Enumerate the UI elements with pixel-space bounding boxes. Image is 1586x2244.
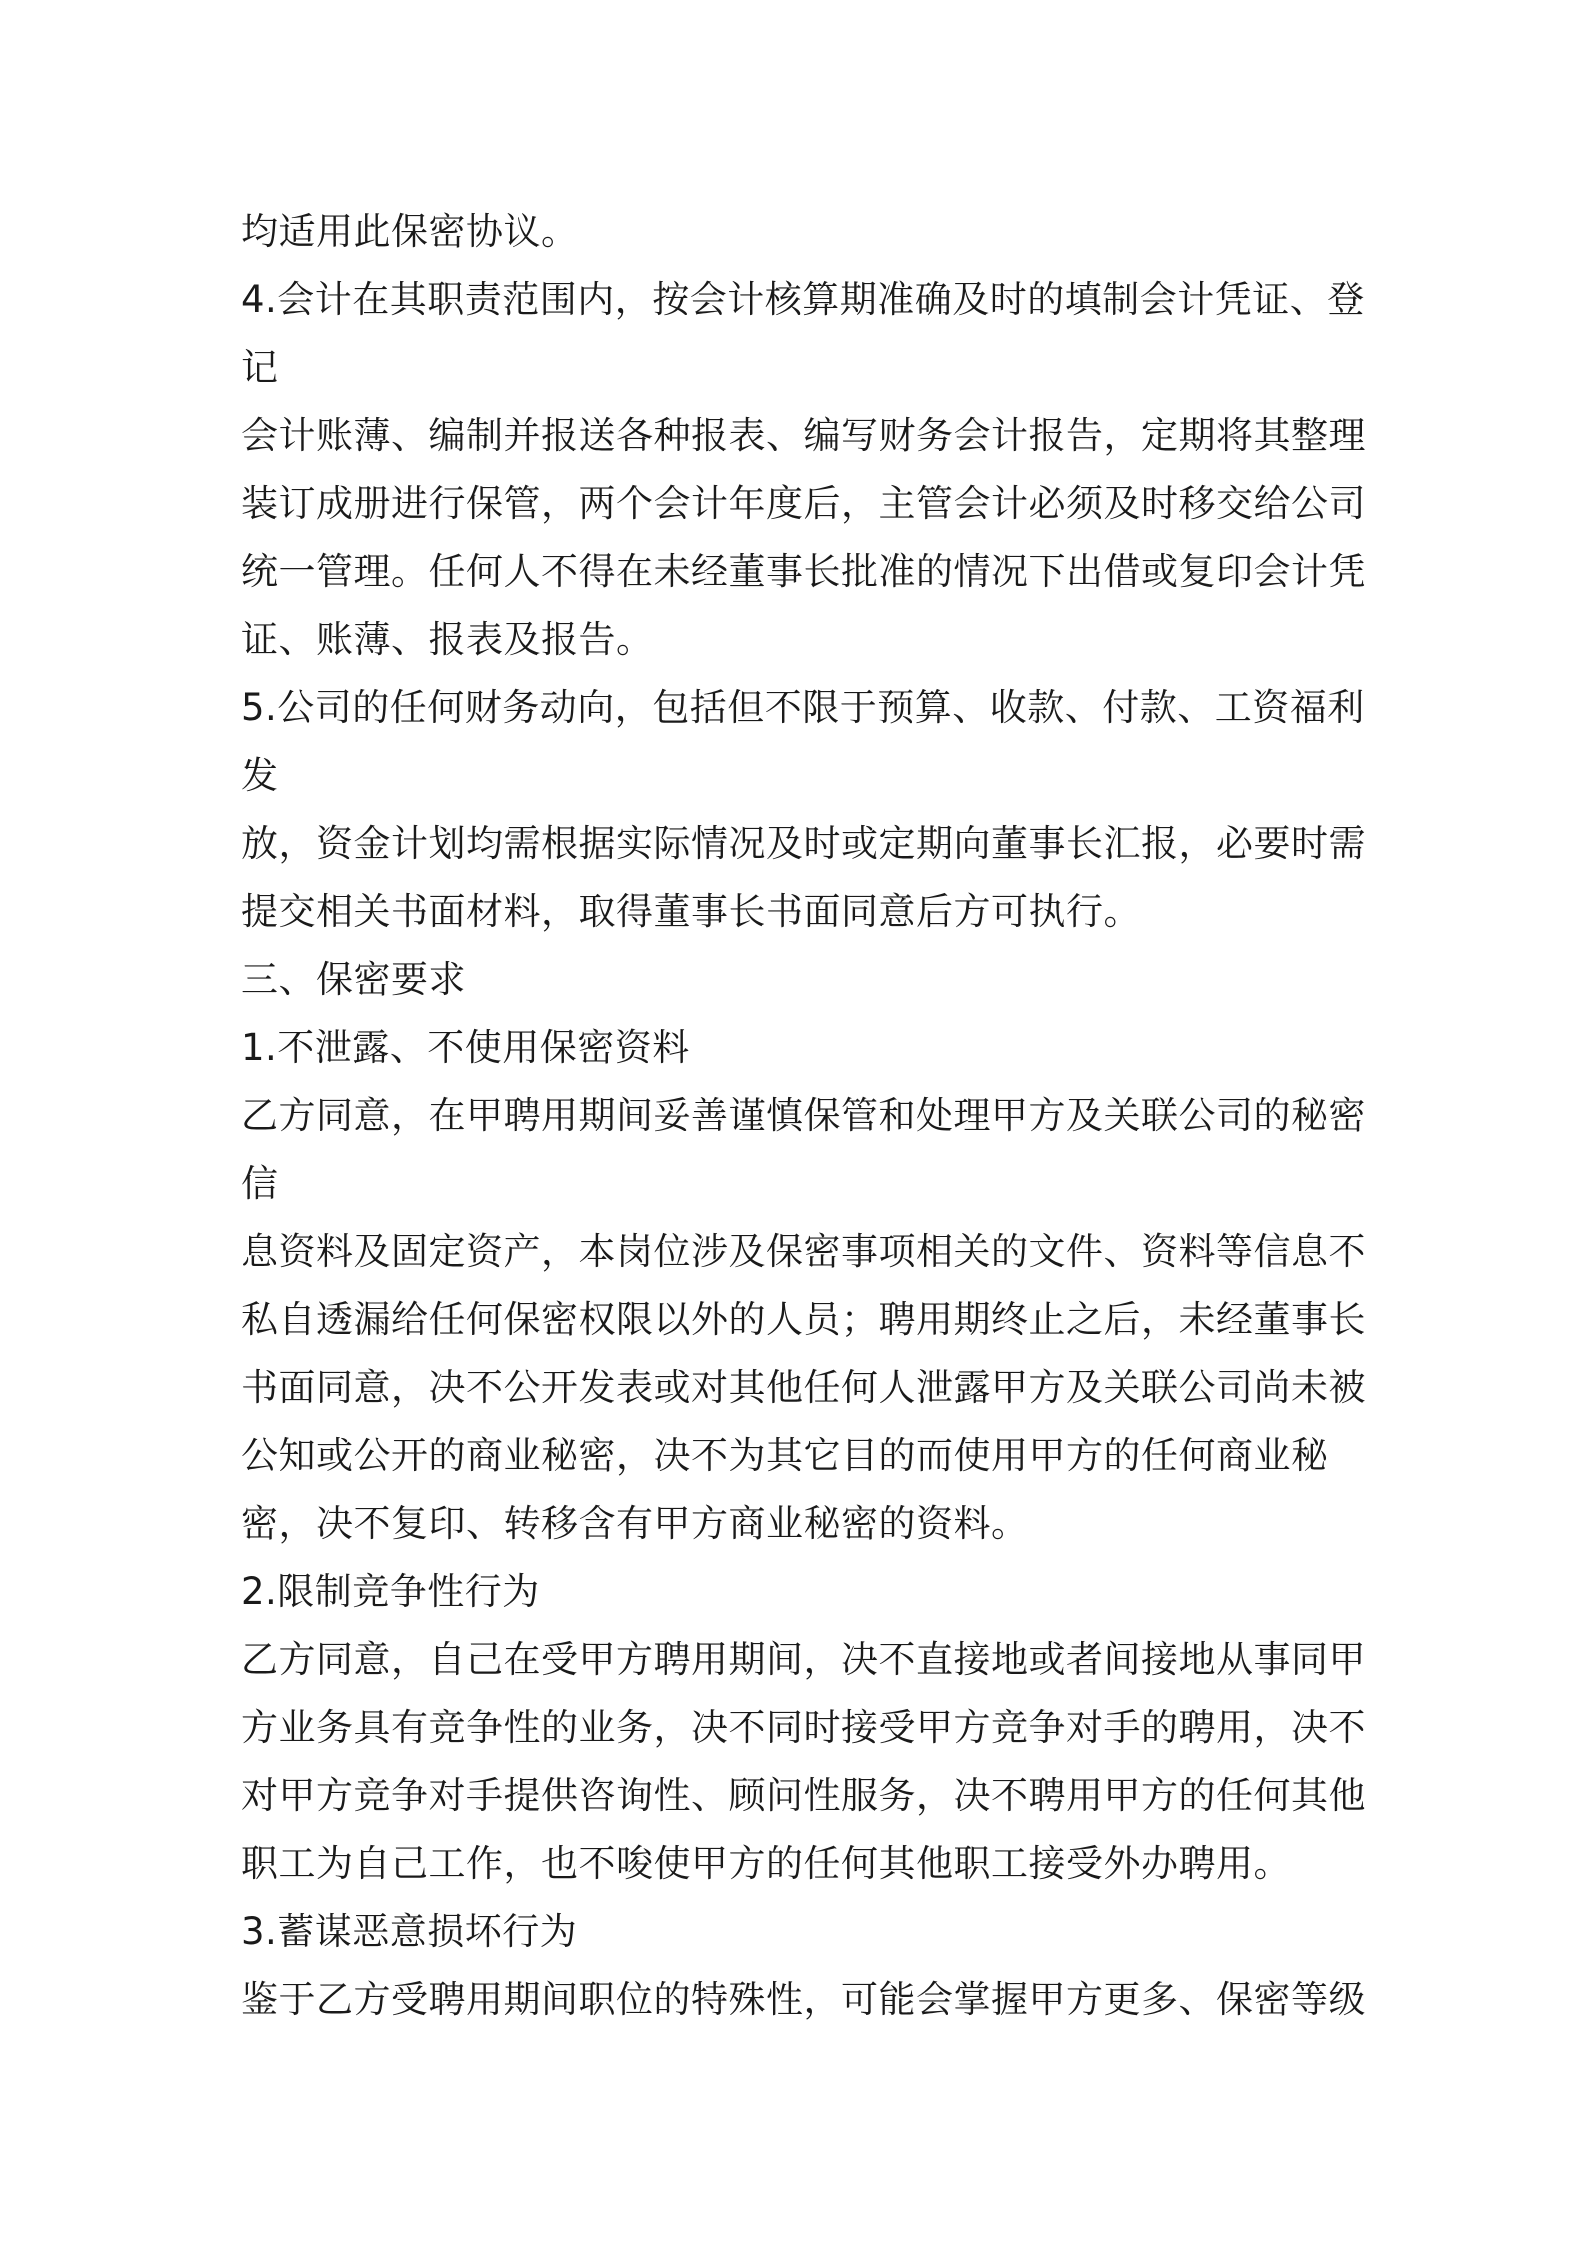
text-line: 装订成册进行保管，两个会计年度后，主管会计必须及时移交给公司 <box>241 482 1366 525</box>
subsection-heading: 1.不泄露、不使用保密资料 <box>241 1026 690 1069</box>
text-line: 会计账薄、编制并报送各种报表、编写财务会计报告，定期将其整理 <box>241 414 1366 457</box>
text-line: 公知或公开的商业秘密，决不为其它目的而使用甲方的任何商业秘 <box>241 1434 1329 1477</box>
text-line: 4.会计在其职责范围内，按会计核算期准确及时的填制会计凭证、登 <box>241 278 1365 321</box>
subsection-heading: 3.蓄谋恶意损坏行为 <box>241 1910 578 1953</box>
section-heading: 三、保密要求 <box>241 958 466 1001</box>
text-line: 均适用此保密协议。 <box>241 210 579 253</box>
text-line: 乙方同意，在甲聘用期间妥善谨慎保管和处理甲方及关联公司的秘密 <box>241 1094 1366 1137</box>
subsection-heading: 2.限制竞争性行为 <box>241 1570 540 1613</box>
text-line: 统一管理。任何人不得在未经董事长批准的情况下出借或复印会计凭 <box>241 550 1366 593</box>
text-line: 私自透漏给任何保密权限以外的人员；聘用期终止之后，未经董事长 <box>241 1298 1366 1341</box>
document-body <box>241 198 1366 2034</box>
text-line: 鉴于乙方受聘用期间职位的特殊性，可能会掌握甲方更多、保密等级 <box>241 1978 1366 2021</box>
text-line: 职工为自己工作，也不唆使甲方的任何其他职工接受外办聘用。 <box>241 1842 1291 1885</box>
text-line: 记 <box>241 346 279 389</box>
text-line: 对甲方竞争对手提供咨询性、顾问性服务，决不聘用甲方的任何其他 <box>241 1774 1366 1817</box>
text-line: 发 <box>241 754 279 797</box>
text-line: 书面同意，决不公开发表或对其他任何人泄露甲方及关联公司尚未被 <box>241 1366 1366 1409</box>
text-line: 方业务具有竞争性的业务，决不同时接受甲方竞争对手的聘用，决不 <box>241 1706 1366 1749</box>
text-line: 密，决不复印、转移含有甲方商业秘密的资料。 <box>241 1502 1029 1545</box>
text-line: 信 <box>241 1162 279 1205</box>
text-line: 乙方同意，自己在受甲方聘用期间，决不直接地或者间接地从事同甲 <box>241 1638 1366 1681</box>
text-line: 息资料及固定资产，本岗位涉及保密事项相关的文件、资料等信息不 <box>241 1230 1366 1273</box>
text-line: 放，资金计划均需根据实际情况及时或定期向董事长汇报，必要时需 <box>241 822 1366 865</box>
text-line: 证、账薄、报表及报告。 <box>241 618 654 661</box>
text-line: 5.公司的任何财务动向，包括但不限于预算、收款、付款、工资福利 <box>241 686 1365 729</box>
text-line: 提交相关书面材料，取得董事长书面同意后方可执行。 <box>241 890 1141 933</box>
